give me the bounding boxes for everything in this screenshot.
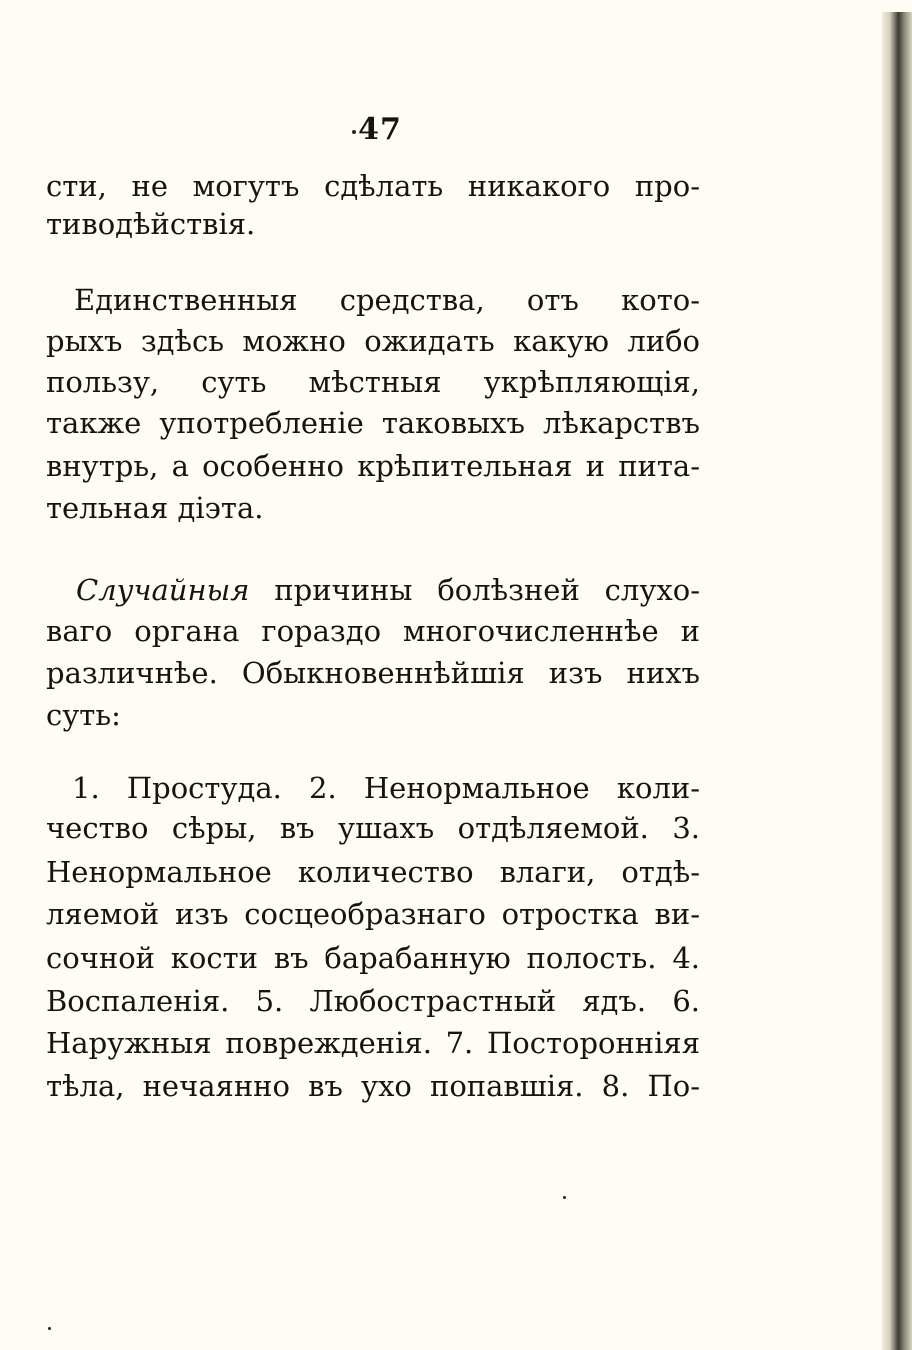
paper-speck: [352, 130, 356, 134]
text-line: чество сѣры, въ ушахъ отдѣляемой. 3.: [46, 811, 700, 845]
paper-speck: [48, 1327, 51, 1330]
text-line: Ненормальное количество влаги, отдѣ-: [46, 855, 700, 889]
text-line: ваго органа гораздо многочисленнѣе и: [46, 614, 700, 648]
text-line: тельная діэта.: [46, 491, 264, 525]
text-line: внутрь, а особенно крѣпительная и пита-: [46, 449, 700, 483]
text-line: сочной кости въ барабанную полость. 4.: [46, 941, 700, 975]
text-line: тѣла, нечаянно въ ухо попавшія. 8. По-: [46, 1069, 700, 1103]
text-line: Наружныя поврежденія. 7. Посторонніяя: [46, 1026, 700, 1060]
text-line: 1. Простуда. 2. Ненормальное коли-: [72, 771, 700, 805]
text-line: тиводѣйствія.: [46, 207, 256, 241]
text-line: сти, не могутъ сдѣлать никакого про-: [46, 169, 700, 203]
text-line: пользу, суть мѣстныя укрѣпляющія,: [46, 365, 700, 399]
emphasized-word: Случайныя: [76, 573, 250, 607]
text-span: причины болѣзней слухо-: [274, 573, 701, 607]
text-line: также употребленіе таковыхъ лѣкарствъ: [46, 406, 700, 440]
text-line: рыхъ здѣсь можно ожидать какую либо: [46, 324, 700, 358]
text-line: Воспаленія. 5. Любострастный ядъ. 6.: [46, 984, 700, 1018]
text-line: различнѣе. Обыкновеннѣйшія изъ нихъ: [46, 656, 700, 690]
paper-speck: [563, 1196, 566, 1199]
text-line: [76, 572, 700, 608]
text-line: Единственныя средства, отъ кото-: [74, 283, 700, 317]
page-number: 47: [358, 112, 402, 147]
book-binding-shadow: [882, 12, 912, 1350]
text-line: ляемой изъ сосцеобразнаго отростка ви-: [46, 897, 700, 931]
text-line: суть:: [46, 698, 121, 732]
